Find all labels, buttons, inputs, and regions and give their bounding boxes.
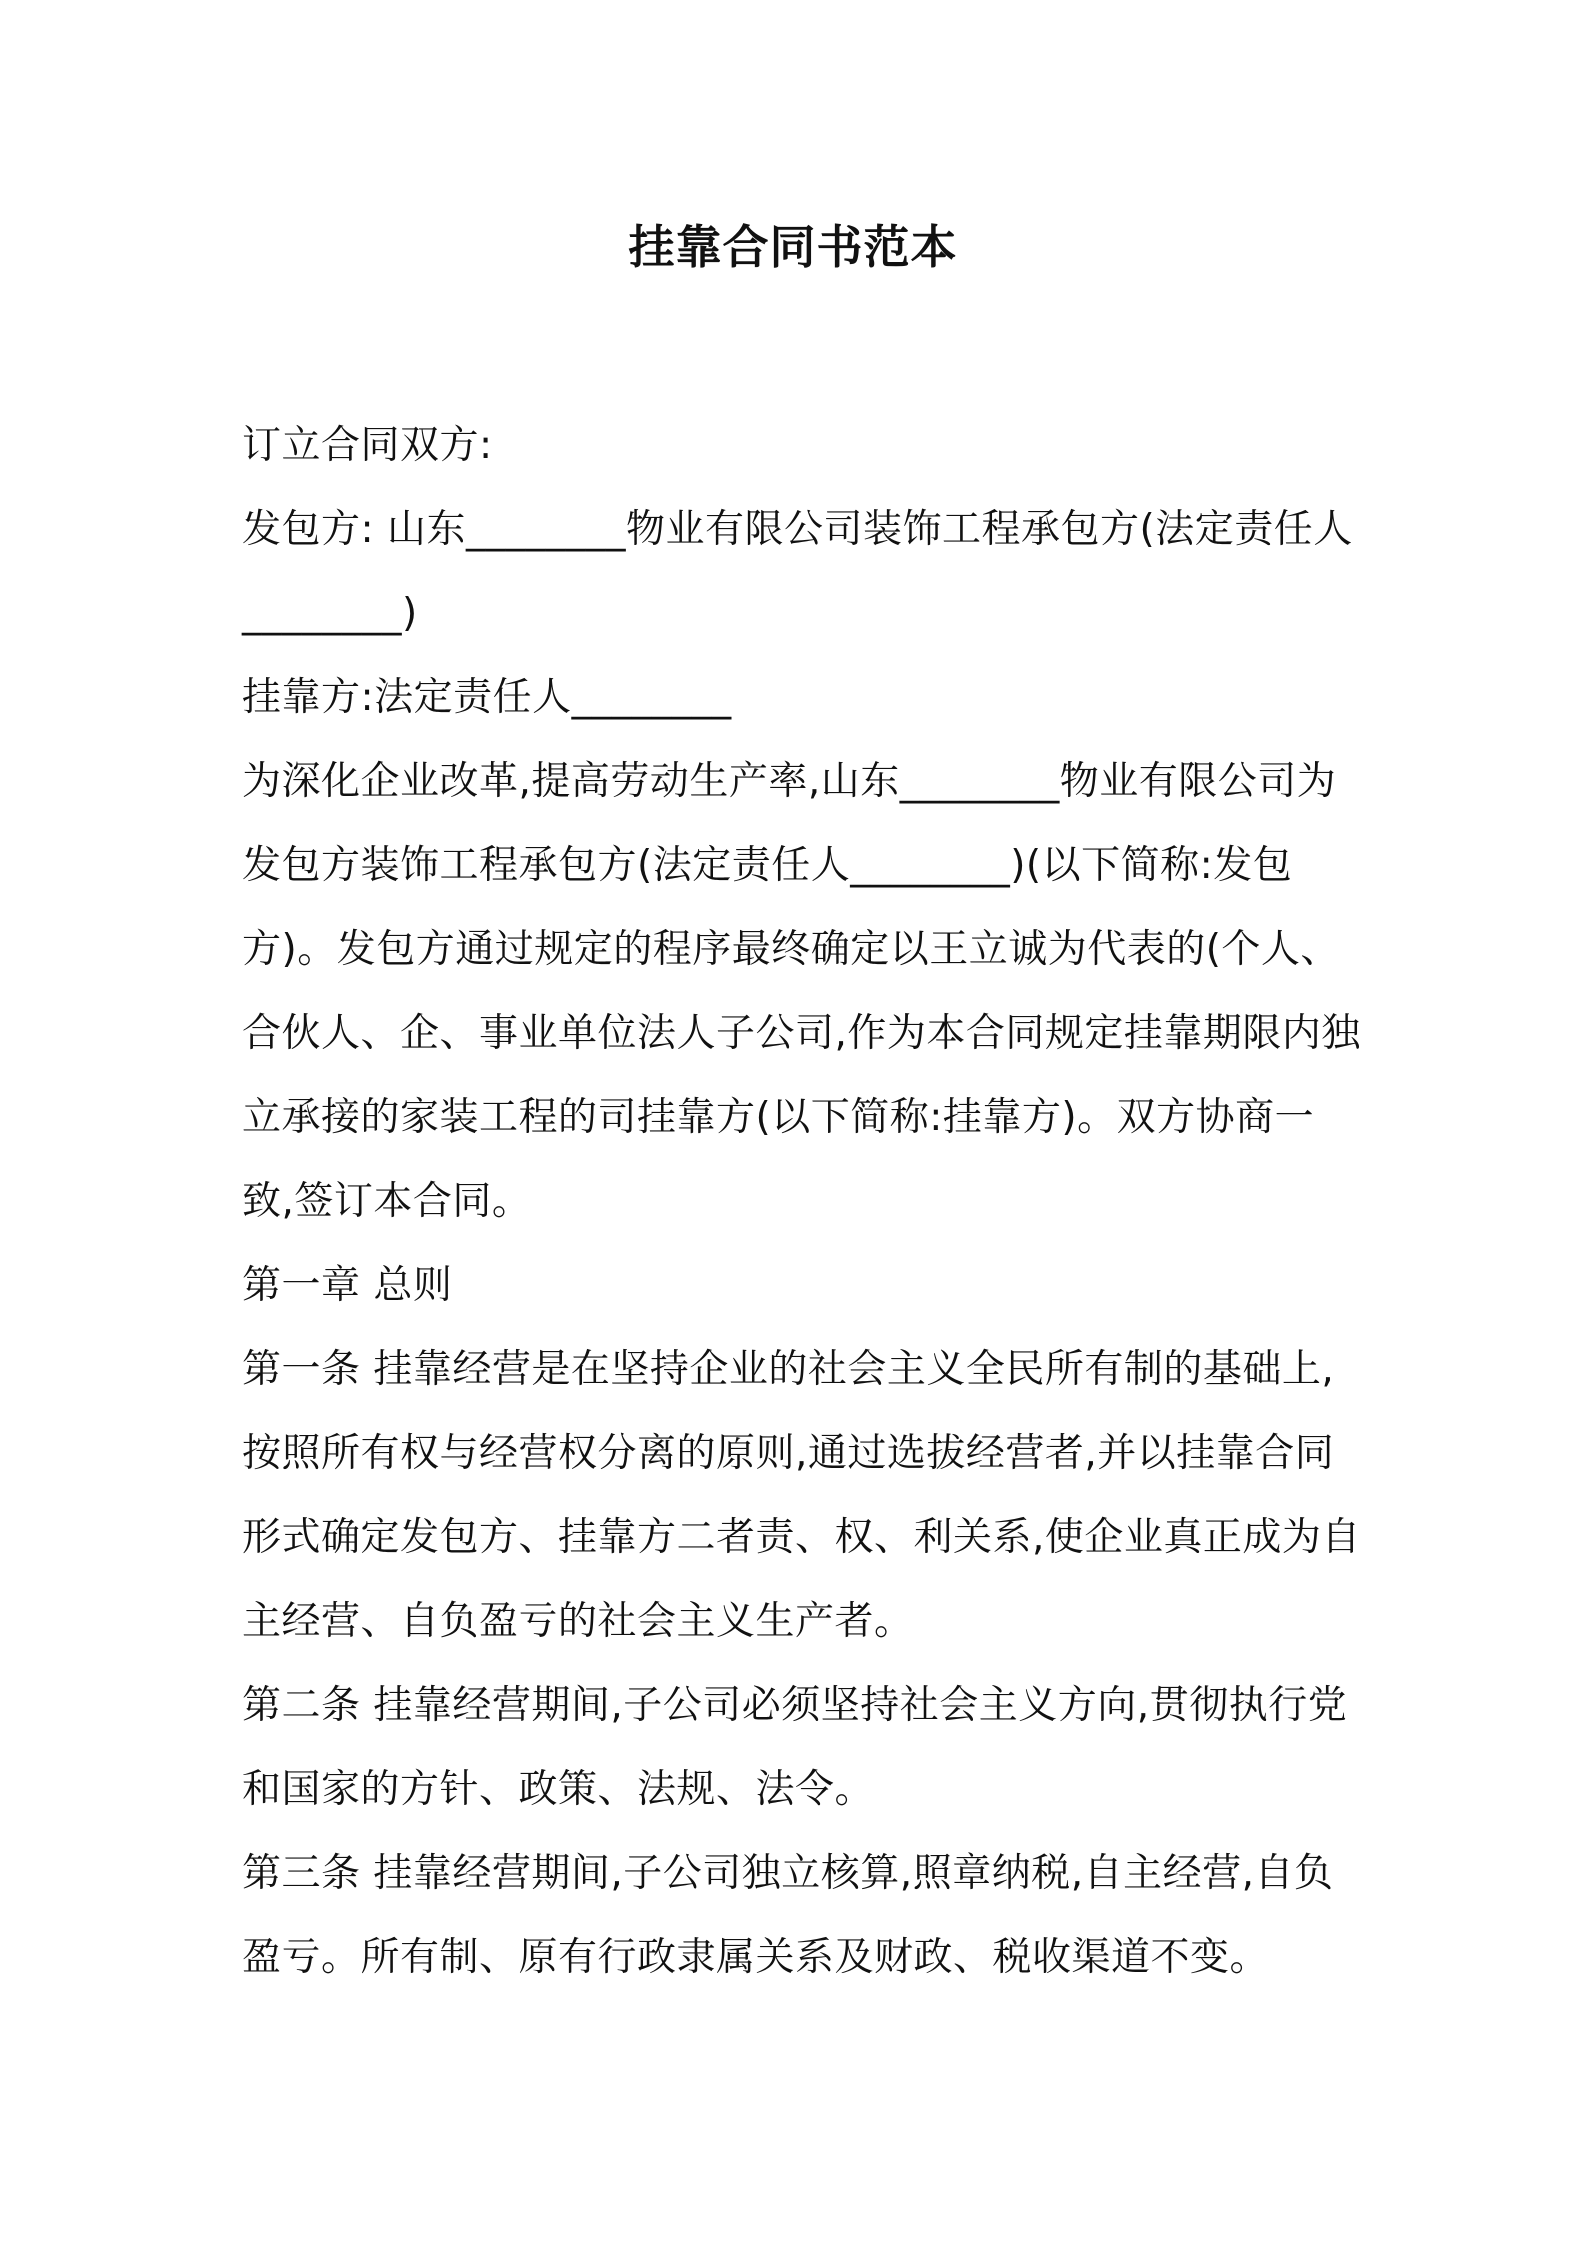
- affiliated-party-line: 挂靠方:法定责任人________: [242, 675, 732, 720]
- article-2: 第二条 挂靠经营期间,子公司必须坚持社会主义方向,贯彻执行党和国家的方针、政策、法规、法令。: [242, 1683, 1348, 1812]
- contracting-party-line: 发包方: 山东________物业有限公司装饰工程承包方(法定责任人________): [242, 507, 1353, 636]
- contract-parties-heading: 订立合同双方:: [242, 423, 493, 468]
- article-3: 第三条 挂靠经营期间,子公司独立核算,照章纳税,自主经营,自负盈亏。所有制、原有行政隶属关系及财政、税收渠道不变。: [242, 1851, 1334, 1980]
- chapter-heading: 第一章 总则: [242, 1263, 453, 1308]
- document-body: [242, 404, 1362, 2000]
- document-title: 挂靠合同书范本: [628, 220, 958, 274]
- preamble-paragraph: 为深化企业改革,提高劳动生产率,山东________物业有限公司为发包方装饰工程承包方(法定责任人________)(以下简称:发包方)。发包方通过规定的程序最终确定以王立诚为代表的(个人、合伙人、企、事业单位法人子公司,作为本合同规定挂靠期限内独立承接的家装工程的司挂靠方(以下简称:挂靠方)。双方协商一致,签订本合同。: [242, 759, 1361, 1224]
- article-1: 第一条 挂靠经营是在坚持企业的社会主义全民所有制的基础上,按照所有权与经营权分离的原则,通过选拔经营者,并以挂靠合同形式确定发包方、挂靠方二者责、权、利关系,使企业真正成为自主经营、自负盈亏的社会主义生产者。: [242, 1347, 1361, 1644]
